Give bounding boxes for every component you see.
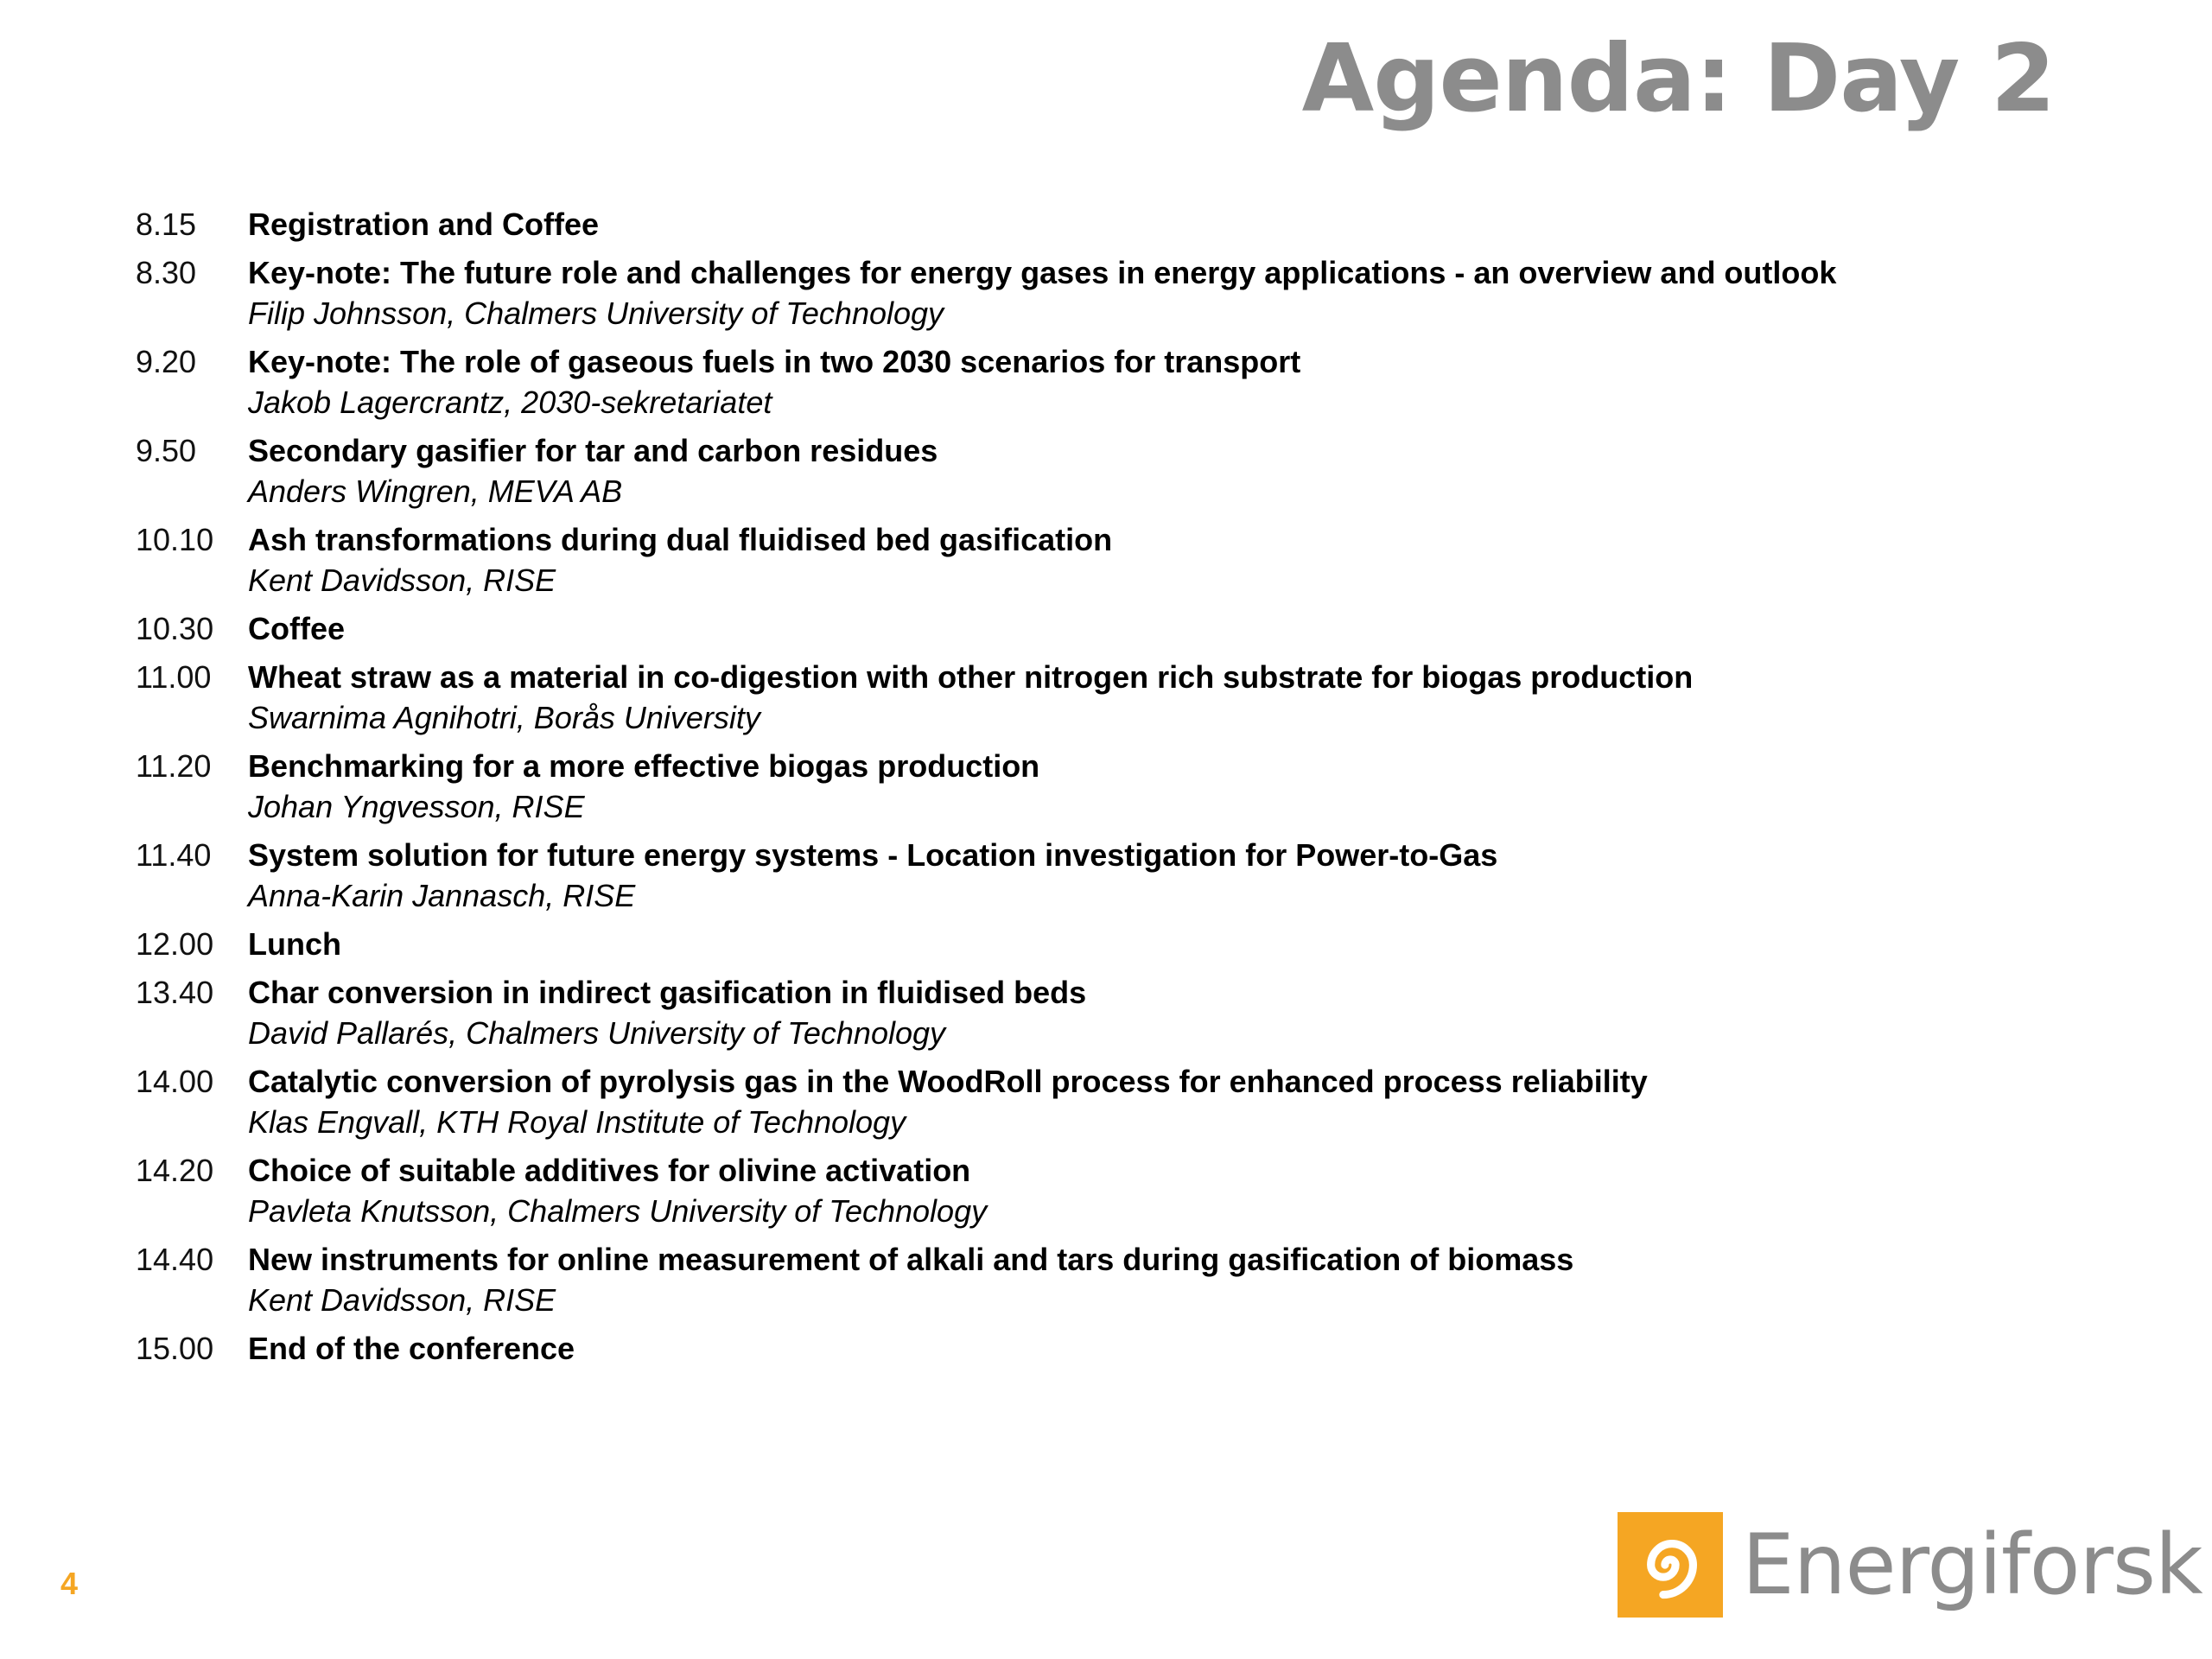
agenda-item <box>136 972 2080 1053</box>
agenda-item <box>136 1061 2080 1142</box>
agenda-speaker: Kent Davidsson, RISE <box>248 1282 556 1318</box>
agenda-body <box>248 430 2080 512</box>
agenda-item <box>136 1150 2080 1231</box>
agenda-body <box>248 972 2080 1053</box>
agenda-body <box>248 204 2080 245</box>
agenda-speaker: Filip Johnsson, Chalmers University of Technology <box>248 296 944 331</box>
page-number: 4 <box>60 1566 79 1601</box>
agenda-time: 9.50 <box>136 433 197 468</box>
agenda-title: End of the conference <box>248 1331 575 1366</box>
agenda-speaker: Kent Davidsson, RISE <box>248 563 556 598</box>
agenda-title: Choice of suitable additives for olivine activation <box>248 1153 971 1188</box>
agenda-body <box>248 252 2080 334</box>
agenda-title: System solution for future energy systems - Location investigation for Power-to-Gas <box>248 837 1498 873</box>
agenda-time: 11.00 <box>136 659 212 695</box>
agenda-title: Coffee <box>248 611 346 646</box>
agenda-title: Catalytic conversion of pyrolysis gas in the WoodRoll process for enhanced process reliability <box>248 1064 1648 1099</box>
agenda-time: 8.30 <box>136 255 197 290</box>
agenda-item <box>136 835 2080 916</box>
logo-text: Energiforsk <box>1742 1516 2202 1613</box>
agenda-title: Secondary gasifier for tar and carbon residues <box>248 433 938 468</box>
energiforsk-spiral-icon <box>1618 1512 1723 1618</box>
agenda-body <box>248 608 2080 649</box>
agenda-time: 11.40 <box>136 837 212 873</box>
agenda-title: Ash transformations during dual fluidised bed gasification <box>248 522 1113 557</box>
agenda-title: Key-note: The role of gaseous fuels in two 2030 scenarios for transport <box>248 344 1301 379</box>
agenda-time: 13.40 <box>136 975 214 1010</box>
agenda-speaker: Pavleta Knutsson, Chalmers University of Technology <box>248 1193 988 1229</box>
agenda-speaker: Anna-Karin Jannasch, RISE <box>248 878 636 913</box>
agenda-time: 14.00 <box>136 1064 214 1099</box>
agenda-title: New instruments for online measurement of alkali and tars during gasification of biomass <box>248 1242 1574 1277</box>
agenda-title: Benchmarking for a more effective biogas production <box>248 748 1040 784</box>
agenda-body <box>248 1061 2080 1142</box>
agenda-item <box>136 608 2080 649</box>
agenda-speaker: David Pallarés, Chalmers University of Technology <box>248 1015 946 1051</box>
agenda-item <box>136 430 2080 512</box>
agenda-time: 9.20 <box>136 344 197 379</box>
agenda-body <box>248 1239 2080 1320</box>
agenda-speaker: Jakob Lagercrantz, 2030-sekretariatet <box>248 385 772 420</box>
agenda-item <box>136 1239 2080 1320</box>
agenda-body <box>248 519 2080 601</box>
agenda-title: Wheat straw as a material in co-digestion with other nitrogen rich substrate for biogas production <box>248 659 1694 695</box>
agenda-title: Key-note: The future role and challenges for energy gases in energy applications - an overview and outlook <box>248 255 1837 290</box>
agenda-time: 10.30 <box>136 611 214 646</box>
agenda-body <box>248 657 2080 738</box>
agenda-body <box>248 924 2080 964</box>
agenda-title: Lunch <box>248 926 341 962</box>
agenda-body <box>248 341 2080 423</box>
agenda-time: 11.20 <box>136 748 212 784</box>
agenda-body <box>248 746 2080 827</box>
agenda-item <box>136 519 2080 601</box>
agenda-list <box>136 204 2080 1376</box>
agenda-body <box>248 1328 2080 1369</box>
agenda-title: Char conversion in indirect gasification in fluidised beds <box>248 975 1087 1010</box>
agenda-time: 15.00 <box>136 1331 214 1366</box>
agenda-speaker: Klas Engvall, KTH Royal Institute of Technology <box>248 1104 906 1140</box>
agenda-item <box>136 746 2080 827</box>
energiforsk-logo <box>1618 1512 2202 1618</box>
agenda-time: 8.15 <box>136 207 197 242</box>
agenda-title: Registration and Coffee <box>248 207 600 242</box>
agenda-body <box>248 835 2080 916</box>
agenda-time: 12.00 <box>136 926 214 962</box>
agenda-body <box>248 1150 2080 1231</box>
agenda-speaker: Anders Wingren, MEVA AB <box>248 474 623 509</box>
agenda-time: 10.10 <box>136 522 214 557</box>
agenda-item <box>136 657 2080 738</box>
agenda-item <box>136 1328 2080 1369</box>
agenda-item <box>136 204 2080 245</box>
agenda-speaker: Swarnima Agnihotri, Borås University <box>248 700 760 735</box>
agenda-item <box>136 341 2080 423</box>
agenda-item <box>136 252 2080 334</box>
agenda-time: 14.20 <box>136 1153 214 1188</box>
agenda-time: 14.40 <box>136 1242 214 1277</box>
agenda-item <box>136 924 2080 964</box>
slide-title: Agenda: Day 2 <box>1301 25 2055 133</box>
agenda-speaker: Johan Yngvesson, RISE <box>248 789 585 824</box>
